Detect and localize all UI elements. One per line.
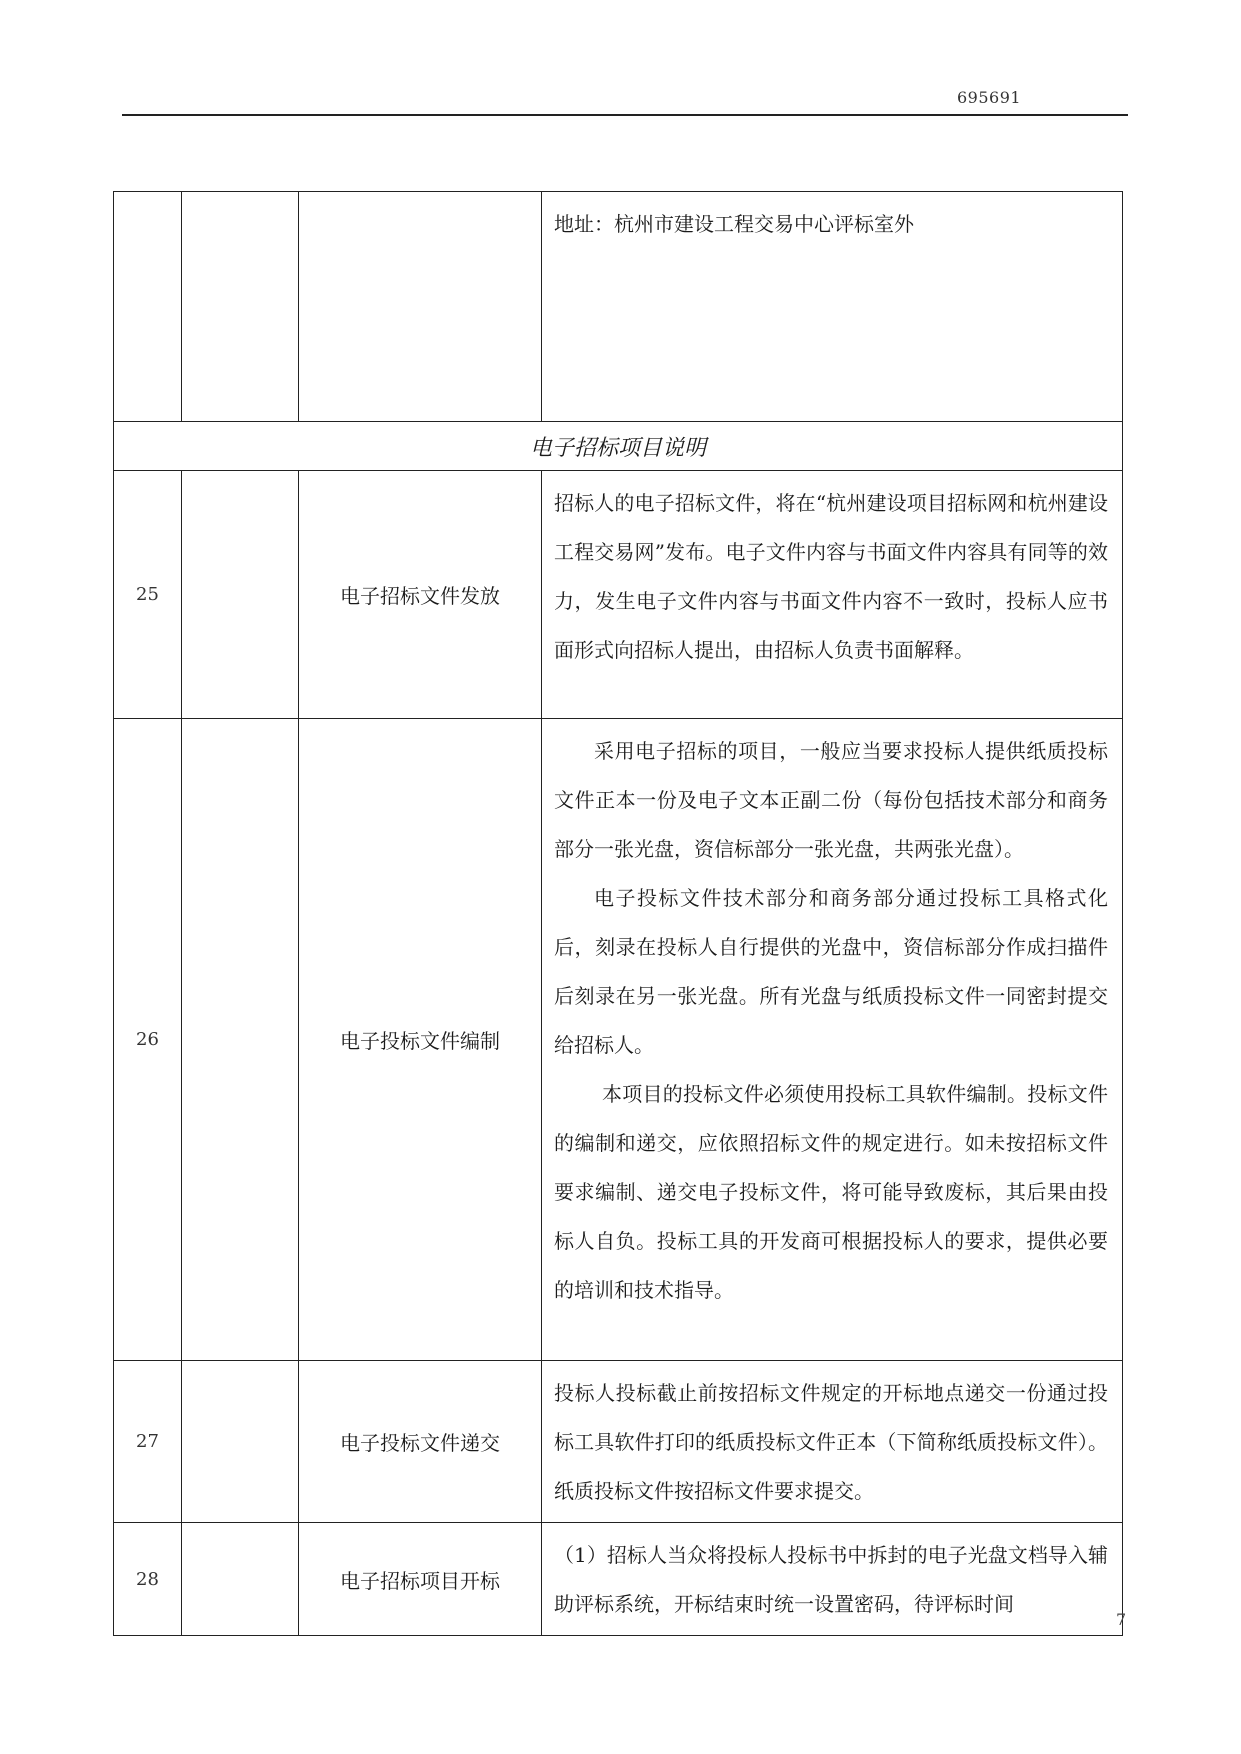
row-description bbox=[542, 719, 1123, 1361]
row-empty-cell bbox=[182, 1523, 299, 1636]
row-empty-cell bbox=[182, 1361, 299, 1523]
row-number: 25 bbox=[114, 471, 182, 719]
row-description bbox=[542, 471, 1123, 719]
desc-paragraph: 采用电子招标的项目，一般应当要求投标人提供纸质投标文件正本一份及电子文本正副二份（每份包括技术部分和商务部分一张光盘，资信标部分一张光盘，共两张光盘）。 bbox=[554, 739, 1108, 861]
document-code: 695691 bbox=[957, 88, 1022, 107]
table-row bbox=[114, 1523, 1123, 1636]
table-row bbox=[114, 719, 1123, 1361]
desc-paragraph: 招标人的电子招标文件，将在“杭州建设项目招标网和杭州建设工程交易网”发布。电子文件内容与书面文件内容具有同等的效力，发生电子文件内容与书面文件内容不一致时，投标人应书面形式向招标人提出，由招标人负责书面解释。 bbox=[554, 491, 1108, 662]
desc-paragraph: 电子投标文件技术部分和商务部分通过投标工具格式化后，刻录在投标人自行提供的光盘中，资信标部分作成扫描件后刻录在另一张光盘。所有光盘与纸质投标文件一同密封提交给招标人。 bbox=[554, 886, 1108, 1057]
table-row bbox=[114, 1361, 1123, 1523]
desc-paragraph: 地址：杭州市建设工程交易中心评标室外 bbox=[554, 212, 914, 236]
row-description bbox=[542, 192, 1123, 422]
row-empty-cell bbox=[182, 192, 299, 422]
row-empty-cell bbox=[182, 719, 299, 1361]
row-empty-cell bbox=[182, 471, 299, 719]
row-description bbox=[542, 1361, 1123, 1523]
row-number bbox=[114, 192, 182, 422]
header-rule bbox=[122, 114, 1128, 116]
row-description bbox=[542, 1523, 1123, 1636]
section-row bbox=[114, 422, 1123, 471]
row-name: 电子投标文件编制 bbox=[299, 719, 542, 1361]
page-number: 7 bbox=[1116, 1610, 1127, 1629]
section-title: 电子招标项目说明 bbox=[114, 422, 1123, 471]
row-number: 26 bbox=[114, 719, 182, 1361]
table-row-address bbox=[114, 192, 1123, 422]
desc-paragraph: 本项目的投标文件必须使用投标工具软件编制。投标文件的编制和递交，应依照招标文件的规定进行。如未按招标文件要求编制、递交电子投标文件，将可能导致废标，其后果由投标人自负。投标工具的开发商可根据投标人的要求，提供必要的培训和技术指导。 bbox=[554, 1082, 1108, 1302]
desc-paragraph: 投标人投标截止前按招标文件规定的开标地点递交一份通过投标工具软件打印的纸质投标文件正本（下简称纸质投标文件）。纸质投标文件按招标文件要求提交。 bbox=[554, 1381, 1108, 1503]
row-name: 电子招标项目开标 bbox=[299, 1523, 542, 1636]
row-name: 电子招标文件发放 bbox=[299, 471, 542, 719]
row-name: 电子投标文件递交 bbox=[299, 1361, 542, 1523]
desc-paragraph: （1）招标人当众将投标人投标书中拆封的电子光盘文档导入辅助评标系统，开标结束时统一设置密码，待评标时间 bbox=[554, 1543, 1108, 1616]
row-number: 27 bbox=[114, 1361, 182, 1523]
table-row bbox=[114, 471, 1123, 719]
row-number: 28 bbox=[114, 1523, 182, 1636]
bid-info-table bbox=[113, 191, 1123, 1636]
row-name bbox=[299, 192, 542, 422]
